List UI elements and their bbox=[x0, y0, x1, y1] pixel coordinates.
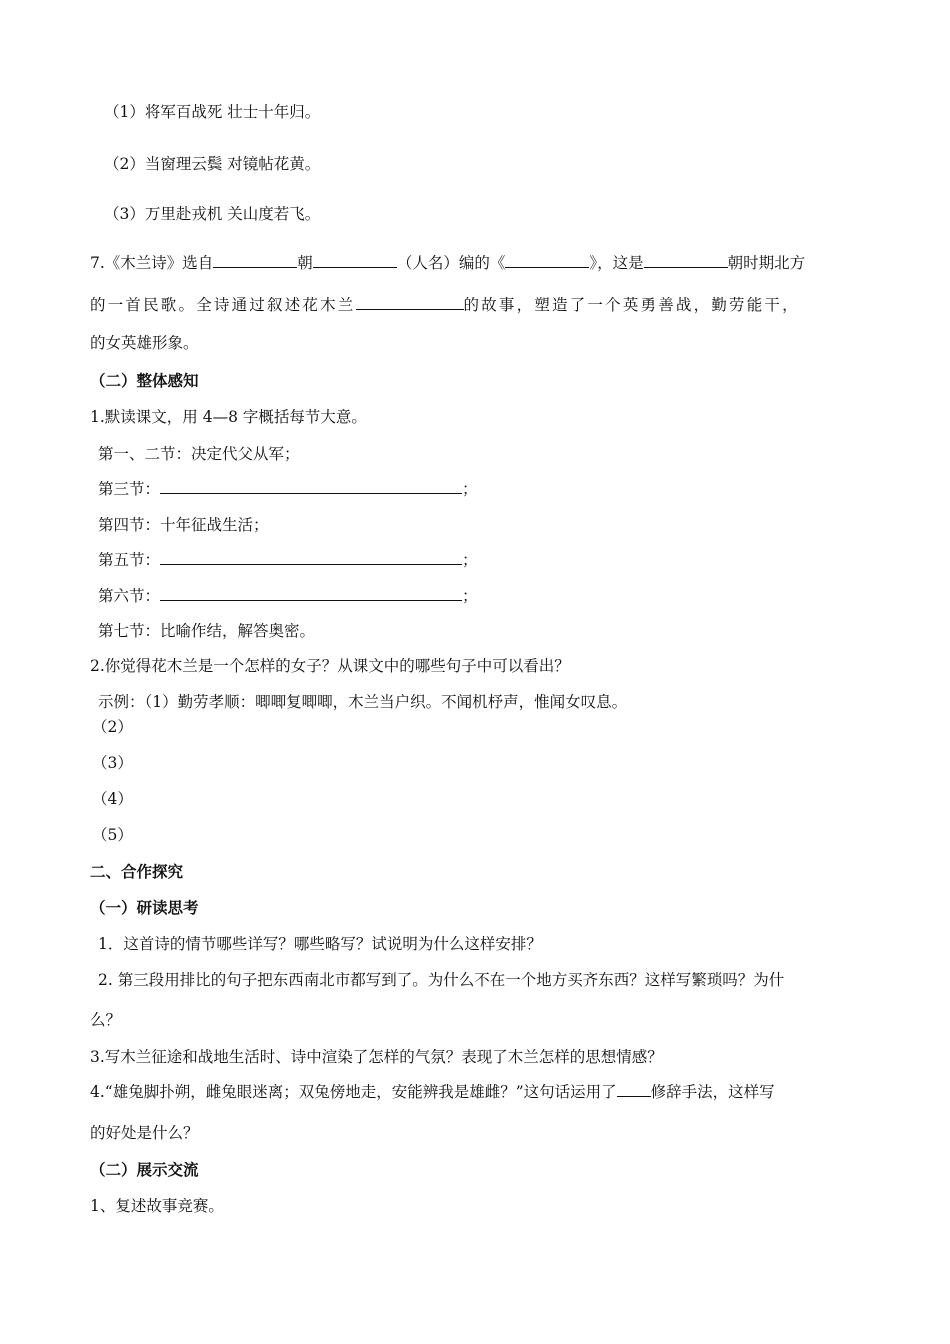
section-heading-overall: （二）整体感知 bbox=[90, 371, 199, 390]
section-item-3: 第三节： ； bbox=[98, 480, 478, 498]
question-7-line-1: 7.《木兰诗》选自 朝 （人名）编的《 》，这是 朝时期北方 bbox=[90, 254, 806, 272]
fill-blank[interactable] bbox=[356, 295, 464, 310]
retell-activity: 1、复述故事竞赛。 bbox=[90, 1197, 224, 1215]
example-answer: 示例：（1）勤劳孝顺：唧唧复唧唧，木兰当户织。不闻机杼声，惟闻女叹息。 bbox=[98, 693, 628, 711]
answer-blank[interactable] bbox=[160, 550, 462, 565]
subheading-study: （一）研读思考 bbox=[90, 898, 199, 917]
subheading-exchange: （二）展示交流 bbox=[90, 1160, 199, 1179]
question-parallelism-line-1: 2. 第三段用排比的句子把东西南北市都写到了。为什么不在一个地方买齐东西？这样写繁琐吗？为什 bbox=[98, 971, 785, 989]
question-detail: 1．这首诗的情节哪些详写？哪些略写？试说明为什么这样安排？ bbox=[98, 935, 542, 953]
fill-blank[interactable] bbox=[644, 253, 728, 268]
section-item-5: 第五节： ； bbox=[98, 551, 478, 569]
answer-blank[interactable] bbox=[160, 479, 462, 494]
answer-number-2: （2） bbox=[92, 718, 133, 736]
question-rhetoric-line-1: 4.“雄兔脚扑朔，雌兔眼迷离；双兔傍地走，安能辨我是雄雌？”这句话运用了 修辞手法，这样写 bbox=[90, 1083, 775, 1101]
answer-blank[interactable] bbox=[160, 586, 462, 601]
fill-blank[interactable] bbox=[213, 253, 297, 268]
question-atmosphere: 3.写木兰征途和战地生活时、诗中渲染了怎样的气氛？表现了木兰怎样的思想情感？ bbox=[90, 1048, 663, 1066]
question-rhetoric-line-2: 的好处是什么？ bbox=[90, 1124, 199, 1142]
question-7-line-2: 的一首民歌。全诗通过叙述花木兰 的故事，塑造了一个英勇善战，勤劳能干， bbox=[90, 296, 800, 314]
poem-line-1: （1）将军百战死 壮士十年归。 bbox=[104, 103, 321, 121]
question-character: 2.你觉得花木兰是一个怎样的女子？从课文中的哪些句子中可以看出？ bbox=[90, 657, 570, 675]
answer-number-5: （5） bbox=[92, 826, 133, 844]
question-7-line-3: 的女英雄形象。 bbox=[90, 334, 199, 352]
poem-line-2: （2）当窗理云鬓 对镜帖花黄。 bbox=[104, 155, 321, 173]
answer-number-3: （3） bbox=[92, 754, 133, 772]
section-heading-cooperate: 二、合作探究 bbox=[90, 862, 184, 881]
fill-blank[interactable] bbox=[617, 1082, 651, 1097]
question-parallelism-line-2: 么？ bbox=[90, 1011, 122, 1029]
answer-number-4: （4） bbox=[92, 790, 133, 808]
section-item-1: 第一、二节：决定代父从军； bbox=[98, 445, 300, 463]
question-summarize: 1.默读课文，用 4—8 字概括每节大意。 bbox=[90, 408, 367, 426]
fill-blank[interactable] bbox=[505, 253, 589, 268]
section-item-7: 第七节：比喻作结，解答奥密。 bbox=[98, 622, 316, 640]
poem-line-3: （3）万里赴戎机 关山度若飞。 bbox=[104, 205, 321, 223]
section-item-6: 第六节： ； bbox=[98, 587, 478, 605]
section-item-4: 第四节：十年征战生活； bbox=[98, 516, 269, 534]
fill-blank[interactable] bbox=[313, 253, 397, 268]
